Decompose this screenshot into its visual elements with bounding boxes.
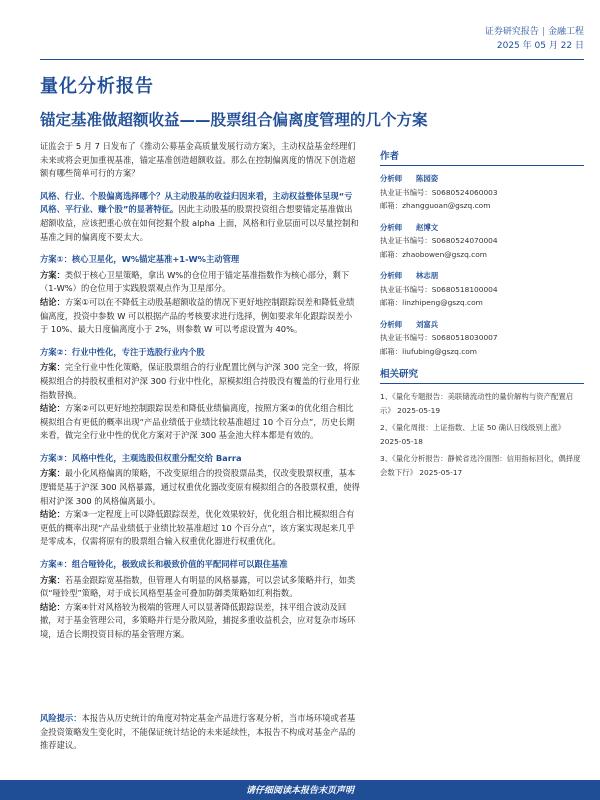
analyst-license: 执业证书编号：S0680518100004 <box>380 284 498 294</box>
plan3-method <box>40 467 360 508</box>
plan3-conclusion <box>40 508 360 549</box>
analyst-role: 分析师 <box>380 174 403 183</box>
plan3-method-label: 方案： <box>40 468 65 479</box>
header-date: 2025 年 05 月 22 日 <box>496 41 584 51</box>
header-separator: | <box>541 27 545 37</box>
analyst-license: 执业证书编号：S0680524070004 <box>380 236 498 245</box>
header-meta <box>485 25 584 53</box>
related-heading: 相关研究 <box>380 366 584 384</box>
plan3-conclusion-label: 结论： <box>40 509 65 520</box>
plan1-conclusion-text: 方案①可以在不降低主动股基超额收益的情况下更好地控制跟踪误差和降低业绩偏离度，投资中参数 W 可以根据产品的考核要求进行选择，例如要求年化跟踪误差小于 10%、最大日度偏离度小于 2%，则参数 W 可以考虑设置为 40%。 <box>40 296 355 335</box>
analyst-name: 林志朋 <box>416 271 439 280</box>
plan3-heading: 方案③：风格中性化，主观选股但权重分配交给 Barra <box>40 452 242 463</box>
risk-text: 本报告从历史统计的角度对特定基金产品进行客观分析，当市场环境或者基金投资策略发生变化时，不能保证统计结论的未来延续性，本报告不构成对基金产品的推荐建议。 <box>40 713 356 751</box>
plan4-heading: 方案④：组合哑铃化，极致成长和极致价值的平配同样可以跟住基准 <box>40 559 288 570</box>
intro-paragraph: 证监会于 5 月 7 日发布了《推动公募基金高质量发展行动方案》，主动权益基金经理们未来或将会更加重视基准，锚定基准创造超额收益。那么在控制偏离度的情况下创造超额有哪些简单可行的方案？ <box>40 141 356 179</box>
summary-paragraph <box>40 190 360 244</box>
plan2-method-text: 完全行业中性化策略，保证股票组合的行业配置比例与沪深 300 完全一致，将原模拟组合的持股权重相对沪深 300 行业中性化，原模拟组合持股没有覆盖的行业用行业指数替换。 <box>40 362 360 400</box>
plan2-section <box>40 346 360 443</box>
authors-heading: 作者 <box>380 148 584 166</box>
analyst-name: 刘富兵 <box>416 319 439 329</box>
plan1-method-label: 方案： <box>40 269 65 280</box>
plan3-method-text: 最小化风格偏离的策略，不改变原组合的投资股票品类，仅改变股票权重，基本逻辑是基于沪深 300 风格暴露，通过权重优化器改变原有模拟组合的各股票权重，使得相对沪深 300 的风格偏离最小。 <box>40 468 360 506</box>
plan4-conclusion <box>40 601 360 642</box>
page-title: 锚定基准做超额收益——股票组合偏离度管理的几个方案 <box>40 111 428 129</box>
analyst-name-row <box>380 318 584 332</box>
plan1-conclusion <box>40 296 360 337</box>
risk-warning <box>40 712 360 753</box>
plan2-conclusion <box>40 402 360 443</box>
related-research <box>380 366 584 479</box>
main-content <box>40 140 360 651</box>
plan2-heading: 方案②：行业中性化，专注于选股行业内个股 <box>40 346 205 357</box>
analyst-license: 执业证书编号：S0680524060003 <box>380 187 498 197</box>
plan4-conclusion-text: 方案④针对风格较为极端的管理人可以显著降低跟踪误差，抹平组合波动及回撤，对于基金管理公司，多策略并行是分散风险，捕捉多重收益机会，应对复杂市场环境，适合长期投资目标的基金管理方案。 <box>40 601 356 639</box>
analyst-card <box>380 221 584 262</box>
analyst-card <box>380 269 584 310</box>
plan1-conclusion-label: 结论： <box>40 296 65 307</box>
plan1-heading: 方案①：核心卫星化，W%锚定基准+1-W%主动管理 <box>40 254 240 265</box>
summary-rest: 因此主动股基的股票投资组合想要锚定基准做出超额收益，应该把重心放在如何挖掘个股 alpha 上面，风格和行业层面可以尽量控制和基准之间的偏离度不要太大。 <box>40 204 359 242</box>
related-item[interactable]: 3、《量化分析报告：静候省选冷面图：信用指标回化，偶择度会数下行》 2025-05-17 <box>380 454 581 477</box>
analyst-card <box>380 172 584 213</box>
plan2-conclusion-text: 方案②可以更好地控制跟踪误差和降低业绩偏离度，按照方案②的优化组合相比模拟组合有更低的概率出现“产品业绩低于业绩比较基准超过 10 个百分点”，历史长期来看，做完全行业中性的优化方案对于沪深 300 基金池大样本都是有效的。 <box>40 403 355 441</box>
analyst-email[interactable]: 邮箱：zhaobowen@gszq.com <box>380 249 487 259</box>
header-category-row <box>485 25 584 39</box>
plan4-method <box>40 574 360 601</box>
analyst-card <box>380 318 584 359</box>
analyst-email[interactable]: 邮箱：liufubing@gszq.com <box>380 346 478 356</box>
analyst-email[interactable]: 邮箱：zhangguoan@gszq.com <box>380 201 491 210</box>
plan2-method-label: 方案： <box>40 362 65 373</box>
plan2-method <box>40 361 360 402</box>
analyst-role: 分析师 <box>380 271 403 280</box>
analyst-name: 赵博文 <box>416 222 439 232</box>
footer-disclaimer: 请仔细阅读本报告末页声明 <box>245 786 354 796</box>
plan4-conclusion-label: 结论： <box>40 601 65 612</box>
plan4-method-text: 若基金跟踪宽基指数，但管理人有明显的风格暴露，可以尝试多策略并行，如类似“哑铃型”策略，对于成长风格型基金可叠加防御类策略如红利指数。 <box>40 574 356 599</box>
analyst-role: 分析师 <box>380 222 403 232</box>
analyst-license: 执业证书编号：S0680518030007 <box>380 333 498 342</box>
plan3-section <box>40 452 360 549</box>
risk-label: 风险提示： <box>40 713 82 723</box>
sidebar <box>380 148 584 483</box>
summary-lead: 风格、行业、个股偏离选择哪个？从主动股基的收益归因来看，主动权益整体呈现“亏风格、平行业、赚个股”的显著特征。 <box>40 190 353 215</box>
plan1-method <box>40 269 360 296</box>
analyst-role: 分析师 <box>380 319 403 329</box>
report-type: 量化分析报告 <box>40 76 154 97</box>
analyst-name-row <box>380 172 584 186</box>
plan1-section <box>40 253 360 337</box>
analyst-email[interactable]: 邮箱：linzhipeng@gszq.com <box>380 298 483 307</box>
plan1-method-text: 类似于核心卫星策略，拿出 W%的仓位用于锚定基准指数作为核心部分，剩下（1-W%）的仓位用于实践股票观点作为卫星部分。 <box>40 269 350 294</box>
plan3-conclusion-text: 方案③一定程度上可以降低跟踪误差，优化效果较好，优化组合相比模拟组合有更低的概率出现“产品业绩低于业绩比较基准超过 10 个百分点”，该方案实现起来几乎是零成本，仅需将原有的股票组合输入权重优化器进行权重优化。 <box>40 509 355 547</box>
plan2-conclusion-label: 结论： <box>40 403 65 414</box>
analyst-name-row <box>380 269 584 283</box>
analyst-name-row <box>380 221 584 235</box>
header-subcategory: 金融工程 <box>547 27 584 37</box>
plan4-method-label: 方案： <box>40 574 65 585</box>
header-category: 证券研究报告 <box>484 27 539 37</box>
plan4-section <box>40 558 360 642</box>
related-item[interactable]: 1、《量化专题报告：美联储流动性的量价解构与资产配置启示》 2025-05-19 <box>380 392 574 415</box>
analyst-name: 陈园姿 <box>416 174 439 183</box>
related-item[interactable]: 2、《量化周报：上证指数、上证 50 确认日线级别上涨》 2025-05-18 <box>380 423 566 446</box>
header-divider <box>40 59 584 60</box>
